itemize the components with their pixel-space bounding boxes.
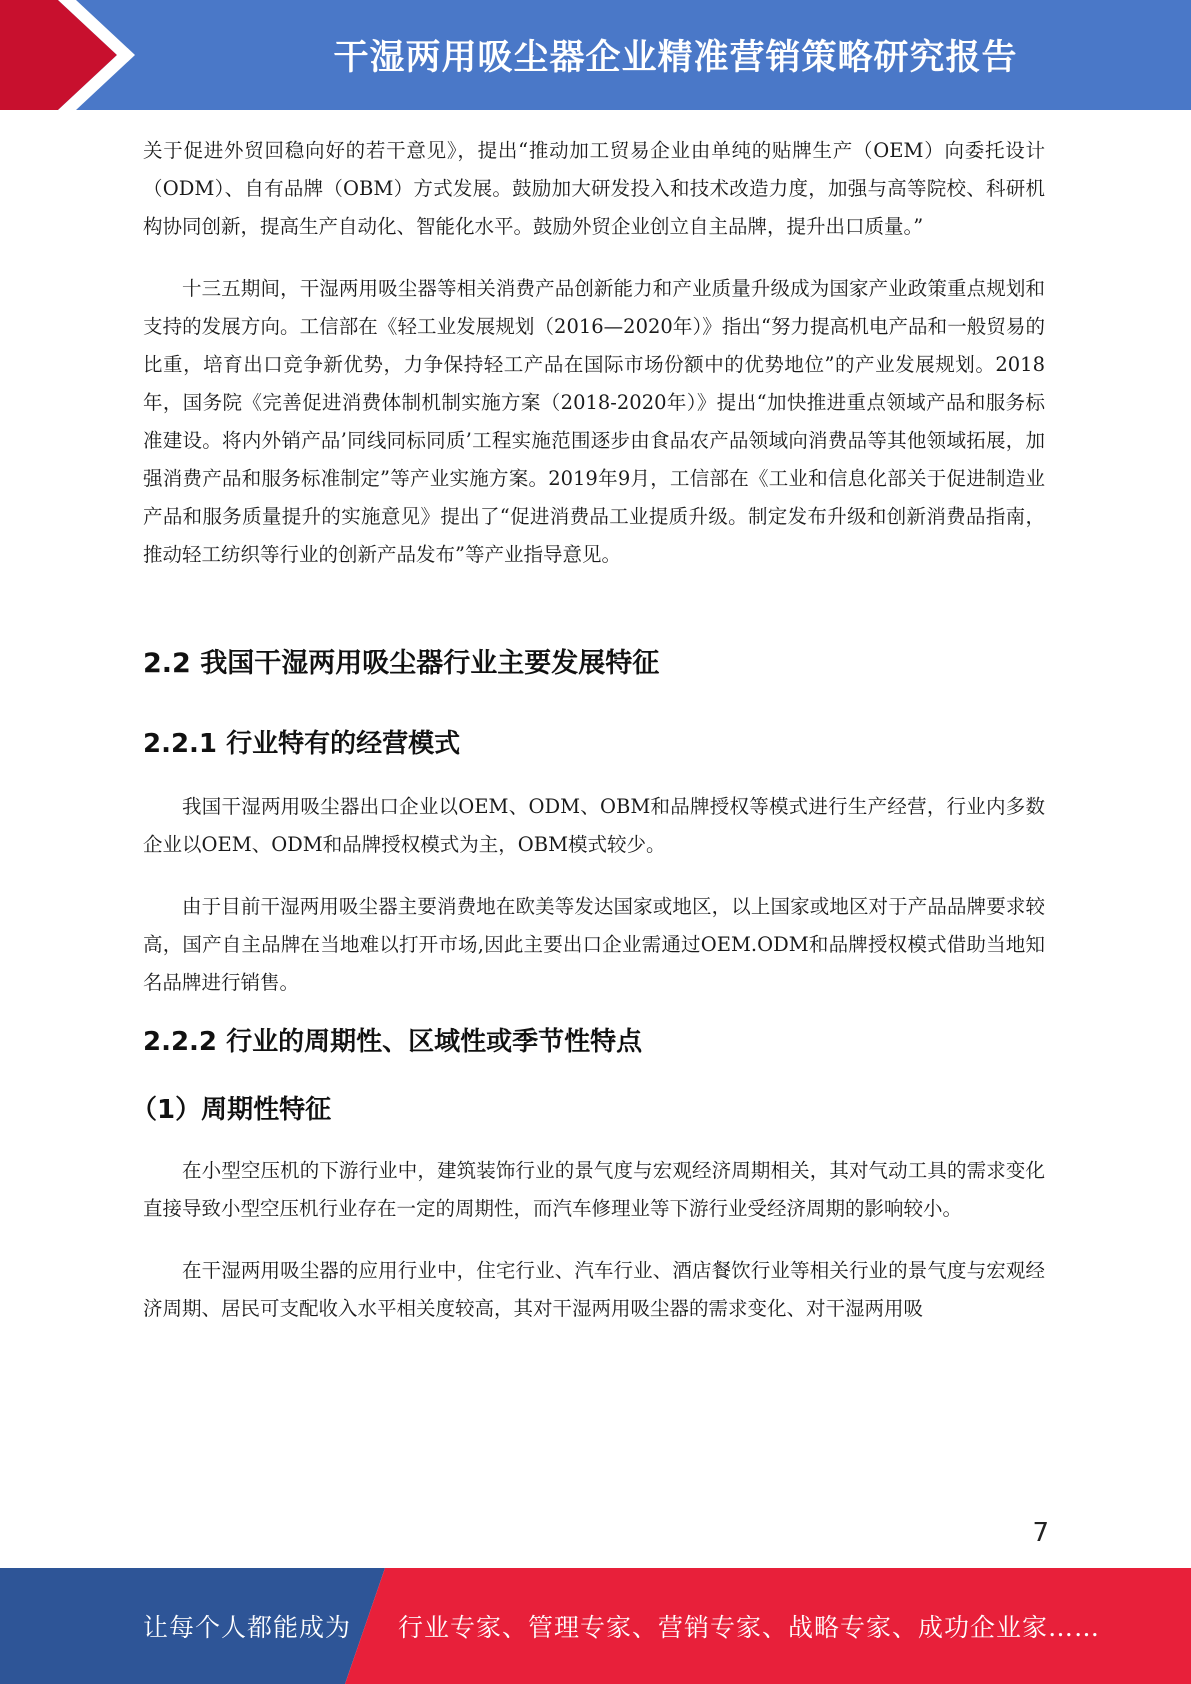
page-number: 7 [1032, 1518, 1049, 1548]
chevron-arrow-icon [0, 0, 160, 110]
footer-slogan-right: 行业专家、管理专家、营销专家、战略专家、成功企业家…… [398, 1613, 1101, 1642]
paragraph-5: 在小型空压机的下游行业中，建筑装饰行业的景气度与宏观经济周期相关，其对气动工具的需求变化直接导致小型空压机行业存在一定的周期性，而汽车修理业等下游行业受经济周期的影响较小。 [143, 1159, 1045, 1220]
subheading-cyclical: （1）周期性特征 [131, 1095, 332, 1125]
section-heading-2-2-2: 2.2.2 行业的周期性、区域性或季节性特点 [143, 1027, 643, 1057]
main-content [131, 132, 1045, 1328]
footer-banner [0, 1568, 1191, 1684]
paragraph-4: 由于目前干湿两用吸尘器主要消费地在欧美等发达国家或地区，以上国家或地区对于产品品牌要求较高，国产自主品牌在当地难以打开市场,因此主要出口企业需通过OEM.ODM和品牌授权模式借助当地知名品牌进行销售。 [143, 895, 1045, 994]
paragraph-1: 关于促进外贸回稳向好的若干意见》，提出“推动加工贸易企业由单纯的贴牌生产（OEM）向委托设计（ODM）、自有品牌（OBM）方式发展。鼓励加大研发投入和技术改造力度，加强与高等院校、科研机构协同创新，提高生产自动化、智能化水平。鼓励外贸企业创立自主品牌，提升出口质量。” [143, 139, 1045, 238]
section-heading-2-2-1: 2.2.1 行业特有的经营模式 [143, 729, 461, 759]
footer-slogan-left: 让每个人都能成为 [143, 1613, 352, 1642]
paragraph-2: 十三五期间，干湿两用吸尘器等相关消费产品创新能力和产业质量升级成为国家产业政策重点规划和支持的发展方向。工信部在《轻工业发展规划（2016—2020年）》指出“努力提高机电产品和一般贸易的比重，培育出口竞争新优势，力争保持轻工产品在国际市场份额中的优势地位”的产业发展规划。2018年，国务院《完善促进消费体制机制实施方案（2018-2020年）》提出“加快推进重点领域产品和服务标准建设。将内外销产品’同线同标同质’工程实施范围逐步由食品农产品领域向消费品等其他领域拓展，加强消费产品和服务标准制定”等产业实施方案。2019年9月，工信部在《工业和信息化部关于促进制造业产品和服务质量提升的实施意见》提出了“促进消费品工业提质升级。制定发布升级和创新消费品指南，推动轻工纺织等行业的创新产品发布”等产业指导意见。 [143, 277, 1045, 566]
section-heading-2-2: 2.2 我国干湿两用吸尘器行业主要发展特征 [143, 648, 660, 679]
paragraph-6: 在干湿两用吸尘器的应用行业中，住宅行业、汽车行业、酒店餐饮行业等相关行业的景气度与宏观经济周期、居民可支配收入水平相关度较高，其对干湿两用吸尘器的需求变化、对干湿两用吸 [143, 1259, 1045, 1320]
header-banner [0, 0, 1191, 110]
report-title: 干湿两用吸尘器企业精准营销策略研究报告 [333, 38, 1018, 78]
paragraph-3: 我国干湿两用吸尘器出口企业以OEM、ODM、OBM和品牌授权等模式进行生产经营，行业内多数企业以OEM、ODM和品牌授权模式为主，OBM模式较少。 [143, 795, 1045, 856]
